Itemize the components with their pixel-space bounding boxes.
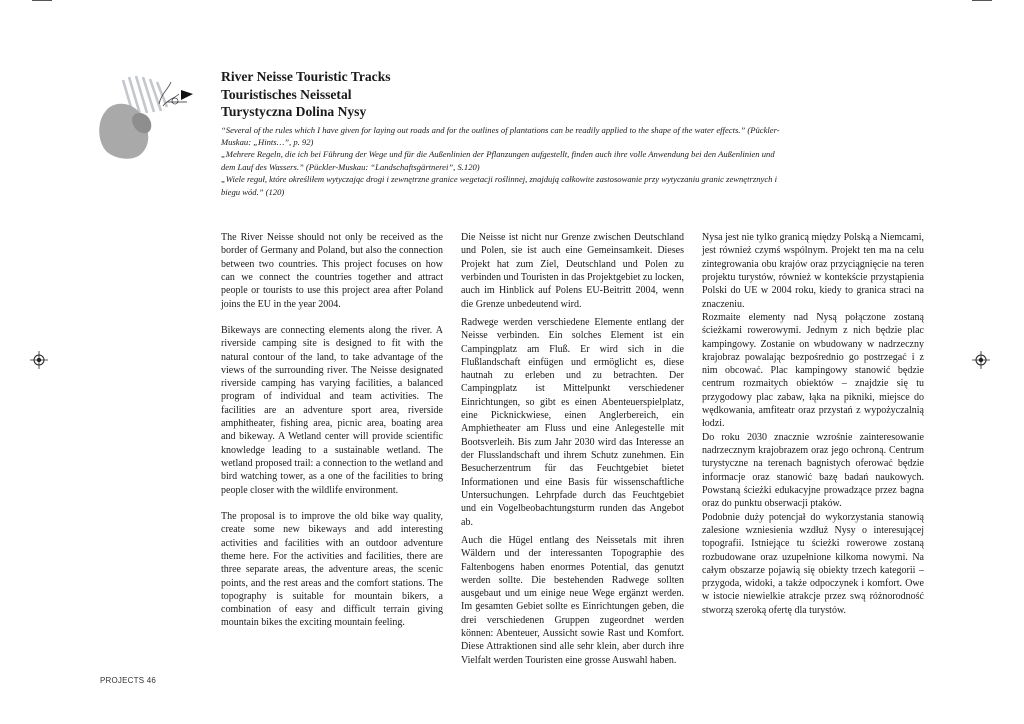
column-polish <box>702 231 924 617</box>
german-paragraph: Die Neisse ist nicht nur Grenze zwischen Deutschland und Polen, sie ist auch eine Gemeinsamkeit. Dieses Projekt hat zum Ziel, Deutschland und Polen zu verbinden und Touristen in das Projektgebiet zu locken, auch im Hinblick auf Polens EU-Beitritt 2004, wenn die Grenze unbedeutend wird. <box>461 232 684 310</box>
polish-paragraph: Podobnie duży potencjał do wykorzystania stanowią zalesione wzniesienia wzdłuż Nysy o interesującej topografii. Istniejące tu ścieżki rowerowe zostaną rozbudowane oraz uzupełnione kilkoma nowymi. Na całym obszarze pojawią się obiekty trzech kategorii – przygoda, widoki, a także odpoczynek i komfort. Owe w istocie niewielkie atrakcje przez swą różnorodność stworzą szeroką ofertę dla turystów. <box>702 511 924 616</box>
header-block <box>221 68 781 198</box>
page-number: PROJECTS 46 <box>100 676 156 685</box>
polish-paragraph: Do roku 2030 znacznie wzrośnie zainteresowanie nadrzecznym krajobrazem oraz jego ochroną. Centrum turystyczne na terenach bagnistych oferować będzie informacje oraz stanowić bazę badań naukowych. Powstaną ścieżki edukacyjne prowadzące przez bagna oraz do punktu obserwacji ptaków. <box>702 431 924 510</box>
crop-mark-right <box>972 0 992 1</box>
registration-mark-left <box>30 351 48 369</box>
river-logo-graphic <box>95 74 220 164</box>
title-polish: Turystyczna Dolina Nysy <box>221 104 367 119</box>
column-german <box>461 231 684 667</box>
quote-english: “Several of the rules which I have given for laying out roads and for the outlines of plantations can be readily applied to the shape of the water effects.” (Pückler-Muskau: „Hints…”, p. 92) <box>221 124 780 147</box>
english-paragraph: Bikeways are connecting elements along the river. A riverside camping site is designed to fit with the natural contour of the land, to take advantage of the views of the surrounding river. The Neisse designated riverside camping has varying facilities, a balanced program of individual and team activities. The facilities are an adventure sport area, riverside amphitheater, fishing area, picnic area, boating area and bikeway. A Wetland center will provide scientific knowledge leading to a sustainable wetland. The wetland proposed trail: a connection to the wetland and bird watching tower, as a one of the facilities to bring people closer with the wildlife environment. <box>221 324 443 496</box>
english-paragraph: The River Neisse should not only be received as the border of Germany and Poland, but also the connection between two countries. This project focuses on how can we connect the countries together and attract people or tourists to use this project area after Poland joins the EU in the year 2004. <box>221 232 443 310</box>
epigraph-quotes <box>221 124 781 198</box>
title-english: River Neisse Touristic Tracks <box>221 69 391 84</box>
registration-mark-right <box>972 351 990 369</box>
polish-paragraph: Rozmaite elementy nad Nysą połączone zostaną ścieżkami rowerowymi. Jednym z nich będzie plac kampingowy. Zostanie on wbudowany w nadrzeczny krajobraz powalając bezpośrednio go postrzegać i z nim obcować. Plac kampingowy stanowić będzie centrum rozmaitych obiektów – znajdzie się tu przygodowy plac zabaw, łąka na pikniki, miejsce do wędkowania, amfiteatr oraz przystań z wypożyczalnią łodzi. <box>702 311 924 430</box>
title-german: Touristisches Neissetal <box>221 86 352 102</box>
quote-german: „Mehrere Regeln, die ich bei Führung der Wege und für die Außenlinien der Pflanzungen aufgestellt, finden auch ihre volle Anwendung bei den Außenlinien und dem Lauf des Wassers.” (Pückler-Muskau: “Landschaftsgärtnerei”, S.120) <box>221 149 775 172</box>
crop-mark-left <box>32 0 52 1</box>
column-english <box>221 231 443 630</box>
english-paragraph: The proposal is to improve the old bike way quality, create some new bikeways and add interesting activities and facilities with an outdoor adventure theme here. For the activities and facilities, there are three separate areas, the adventure areas, the scenic points, and the rest areas and the comfort stations. The topography is suitable for mountain bikers, a combination of easy and difficult terrain giving mountain bikes the exciting mountain feeling. <box>221 510 443 629</box>
polish-paragraph: Nysa jest nie tylko granicą między Polską a Niemcami, jest również czymś wspólnym. Projekt ten ma na celu zintegrowania obu krajów oraz przyciągnięcie na teren projektu turystów, również w kontekście przystąpienia Polski do UE w 2004 roku, kiedy to granica straci na znaczeniu. <box>702 232 924 310</box>
quote-polish: „Wiele reguł, które określiłem wytyczając drogi i zewnętrzne granice wegetacji roślinnej, znajdują całkowite zastosowanie przy wytyczaniu granic zewnętrznych i biegu wód.” (120) <box>221 174 777 197</box>
german-paragraph: Radwege werden verschiedene Elemente entlang der Neisse verbinden. Ein solches Element ist ein Campingplatz am Fluß. Er wird sich in die Flußlandschaft einfügen und ermöglicht es, diese hautnah zu erleben und zu betrachten. Der Campingplatz ist Mittelpunkt verschiedener Einrichtungen, so gibt es einen Abenteuerspielplatz, eine Picknickwiese, einen Anglerbereich, ein Amphietheater am Fluss und eine Anlegestelle mit Bootsverleih. Bis zum Jahr 2030 wird das Interesse an der Flusslandschaft und ihrem Schutz zunehmen. Ein Besucherzentrum für das Feuchtgebiet bietet Informationen und eine Basis für wissenschaftliche Untersuchungen. Lehrpfade durch das Feuchtgebiet und ein Vogelbeobachtungsturm runden das Angebot ab. <box>461 316 684 528</box>
german-paragraph: Auch die Hügel entlang des Neissetals mit ihren Wäldern und der interessanten Topographie des Faltenbogens haben enormes Potential, das genutzt werden sollte. Die bestehenden Radwege sollten ausgebaut und um einige neue Wege ergänzt werden. Im gesamten Gebiet sollte es Einrichtungen geben, die drei verschiedenen Gruppen zugeordnet werden können: Abenteuer, Aussicht sowie Rast und Komfort. Diese Attraktionen sind alle sehr klein, aber durch ihre Vielfalt werden Touristen eine grosse Auswahl haben. <box>461 534 684 666</box>
